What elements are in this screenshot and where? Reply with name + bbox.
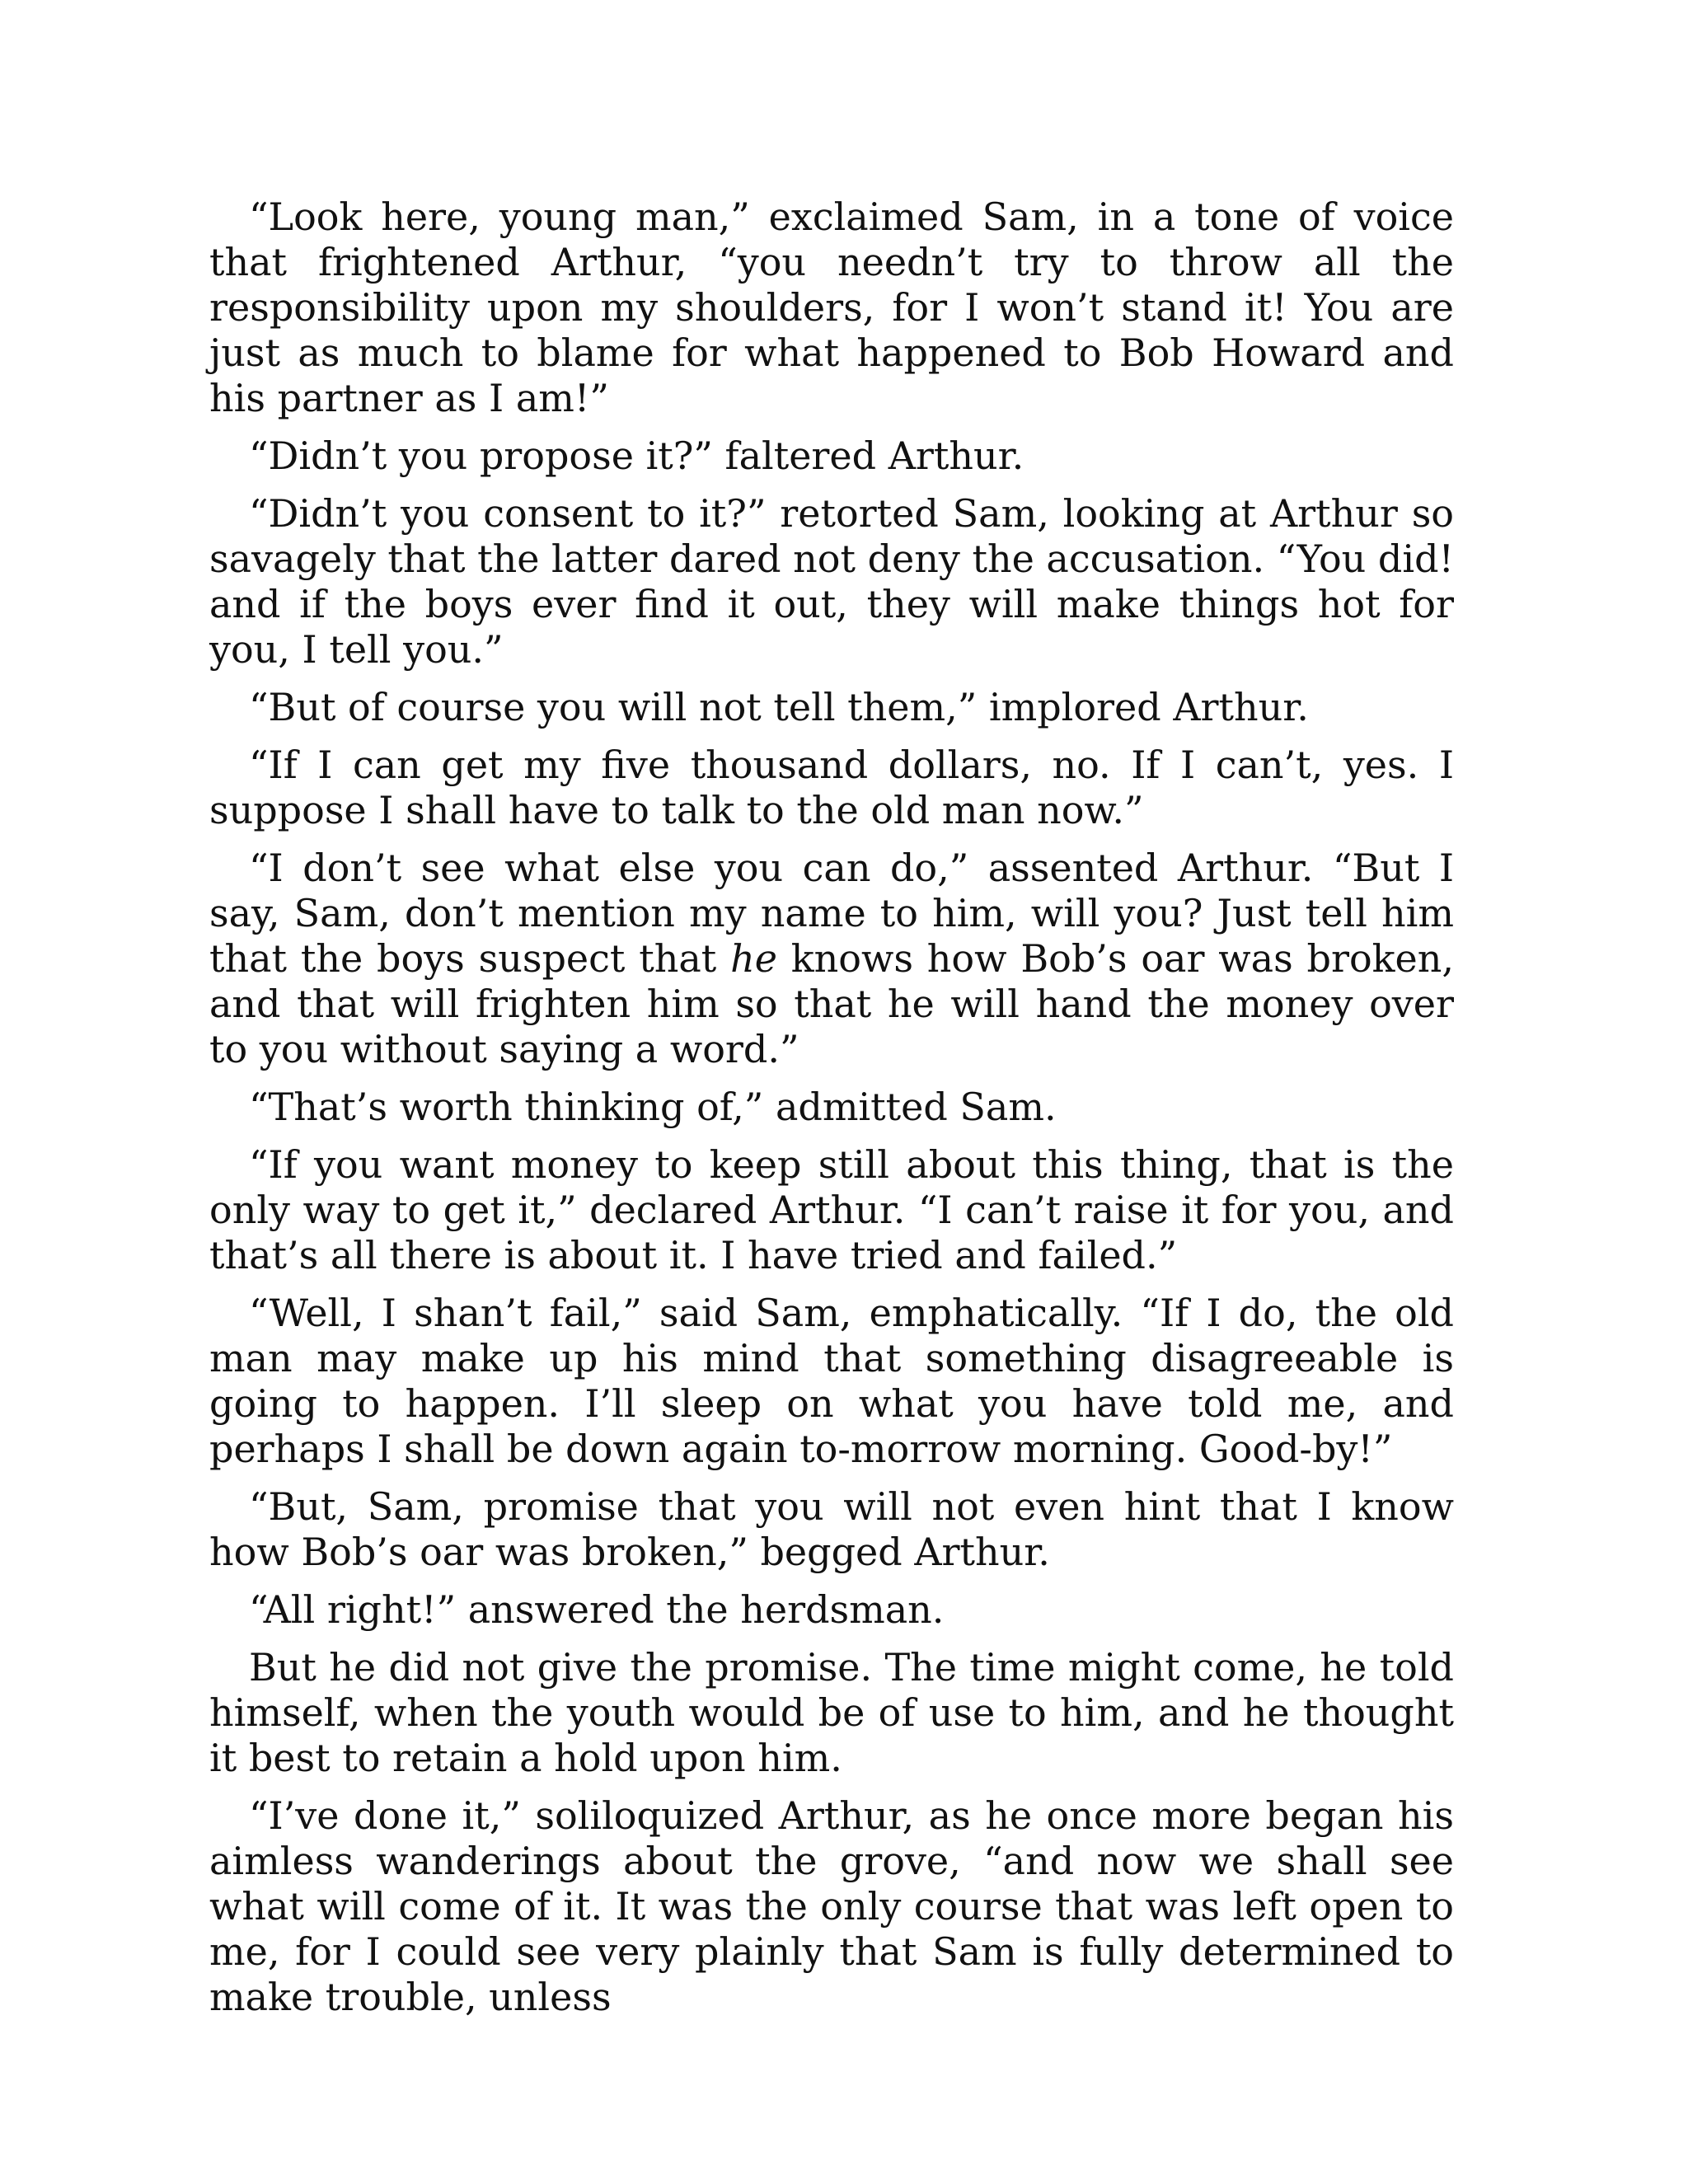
- paragraph: [209, 846, 1454, 1072]
- paragraph: But he did not give the promise. The time might come, he told himself, when the youth would be of use to him, and he thought it best to retain a hold upon him.: [209, 1645, 1454, 1780]
- paragraph: “That’s worth thinking of,” admitted Sam.: [249, 1085, 1057, 1129]
- paragraph: “All right!” answered the herdsman.: [249, 1587, 945, 1632]
- paragraph: “But of course you will not tell them,” implored Arthur.: [249, 685, 1309, 729]
- paragraph-text: knows how Bob’s oar was broken, and that will frighten him so that he will hand the money over to you without saying a word.”: [209, 936, 1455, 1071]
- paragraph: “But, Sam, promise that you will not even hint that I know how Bob’s oar was broken,” begged Arthur.: [209, 1484, 1454, 1574]
- paragraph-text: “I don’t see what else you can do,” assented Arthur. “But I say, Sam, don’t mention my name to him, will you? Just tell him that the boys suspect that: [209, 846, 1454, 981]
- paragraph: “Well, I shan’t fail,” said Sam, emphatically. “If I do, the old man may make up his mind that something disagreeable is going to happen. I’ll sleep on what you have told me, and perhaps I shall be down again to-morrow morning. Good-by!”: [209, 1291, 1454, 1471]
- paragraph: “I’ve done it,” soliloquized Arthur, as he once more began his aimless wanderings about the grove, “and now we shall see what will come of it. It was the only course that was left open to me, for I could see very plainly that Sam is fully determined to make trouble, unless: [209, 1793, 1454, 2019]
- book-page-text: [209, 194, 1454, 2032]
- paragraph: “If you want money to keep still about this thing, that is the only way to get it,” declared Arthur. “I can’t raise it for you, and that’s all there is about it. I have tried and failed.”: [209, 1142, 1454, 1277]
- paragraph: “Look here, young man,” exclaimed Sam, in a tone of voice that frightened Arthur, “you needn’t try to throw all the responsibility upon my shoulders, for I won’t stand it! You are just as much to blame for what happened to Bob Howard and his partner as I am!”: [209, 194, 1454, 420]
- paragraph: “Didn’t you consent to it?” retorted Sam, looking at Arthur so savagely that the latter dared not deny the accusation. “You did! and if the boys ever find it out, they will make things hot for you, I tell you.”: [209, 491, 1454, 672]
- emphasized-word: he: [730, 936, 777, 981]
- paragraph: “If I can get my five thousand dollars, no. If I can’t, yes. I suppose I shall have to talk to the old man now.”: [209, 743, 1454, 832]
- paragraph: “Didn’t you propose it?” faltered Arthur.: [249, 434, 1025, 478]
